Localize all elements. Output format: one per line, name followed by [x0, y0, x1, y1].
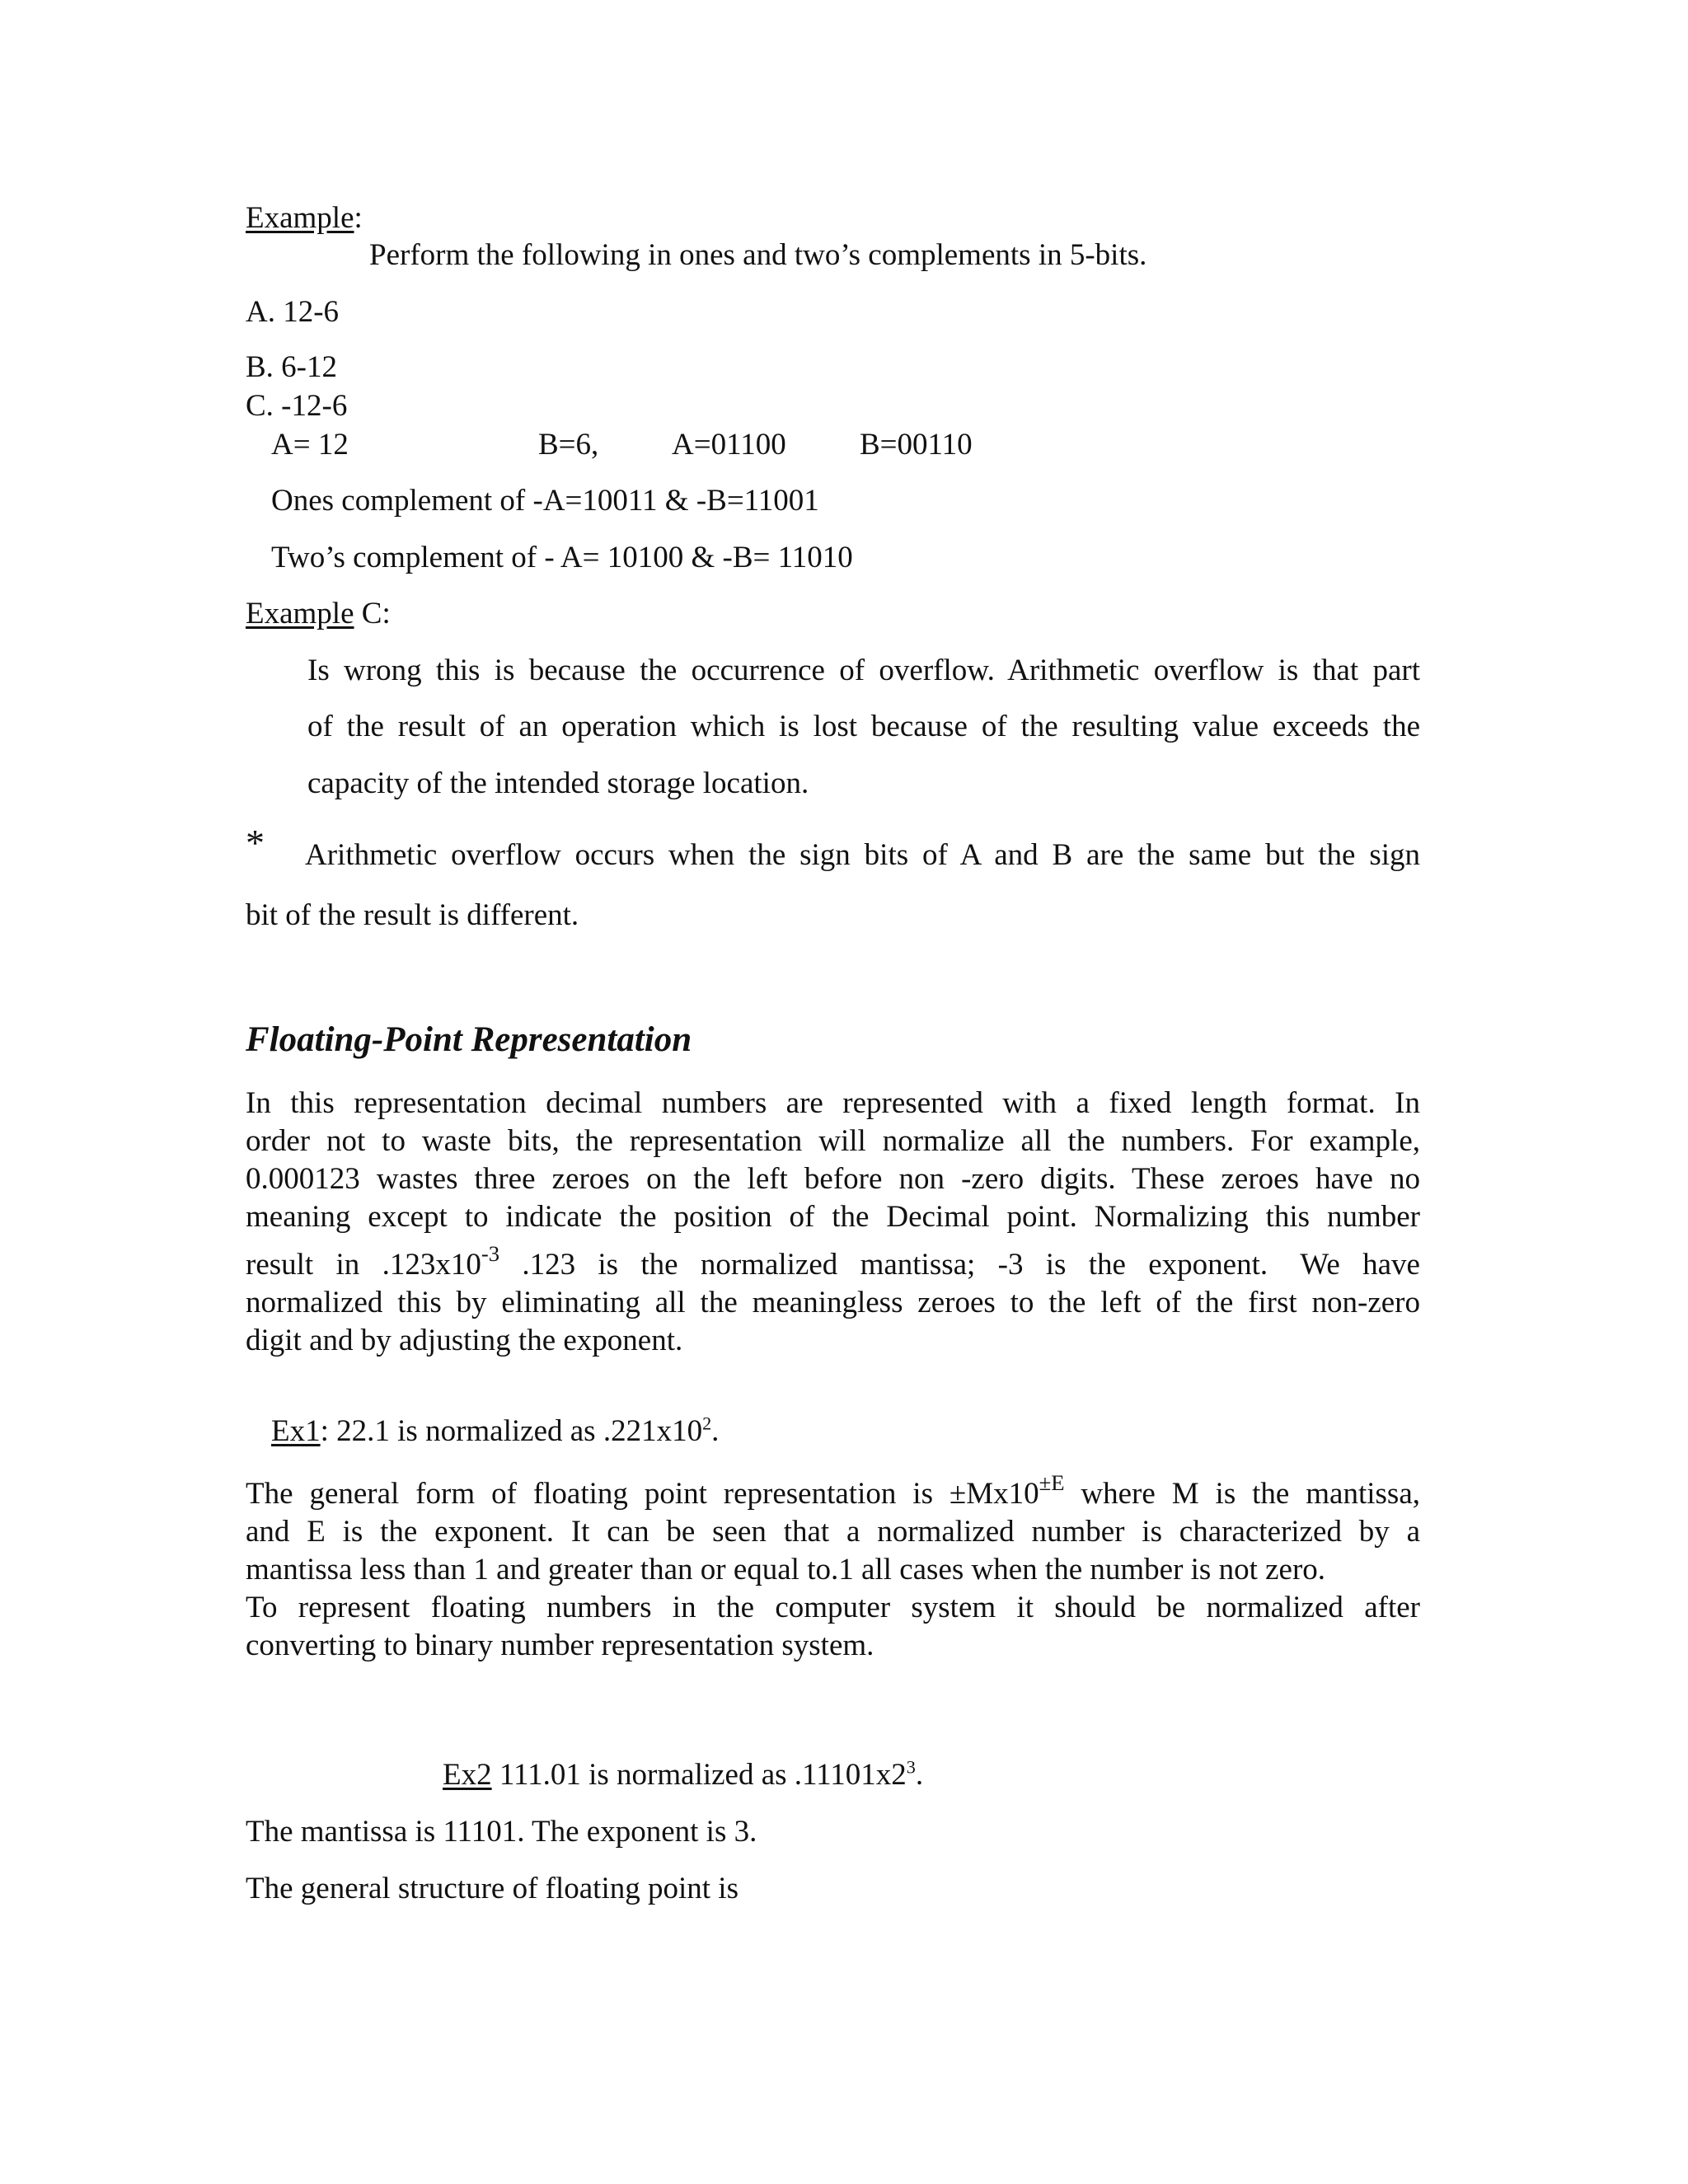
ex1-exponent: 2 [702, 1413, 712, 1434]
example-heading [246, 203, 363, 233]
value-b-binary: B=00110 [860, 428, 973, 462]
ex1-line: Ex1: 22.1 is normalized as $.221x10^2$. [271, 1413, 720, 1448]
para1-line-3: 0.000123 wastes three zeroes on the left before non -zero digits. These zeroes have no [246, 1162, 1420, 1196]
section-heading: Floating-Point Representation [246, 1020, 692, 1059]
exponent-superscript: -3 [481, 1241, 500, 1267]
para2-line-2: mantissa less than 1 and greater than or equal to.1 all cases when the number is not zero. [246, 1553, 1326, 1586]
example-colon: : [354, 201, 363, 235]
para2-line-1: and E is the exponent. It can be seen that a normalized number is characterized by a [246, 1515, 1420, 1549]
overflow-note-line-1: Arithmetic overflow occurs when the sign bits of A and B are the same but the sign [305, 838, 1420, 872]
ex2-line: Ex2 111.01 is normalized as $.11101x2^3$. [443, 1756, 924, 1792]
ex2-label: Ex2 [443, 1758, 492, 1792]
para3-line-2: converting to binary number representation system. [246, 1629, 874, 1662]
example-c-line-1: Is wrong this is because the occurrence of overflow. Arithmetic overflow is that part [307, 654, 1420, 687]
ex2-exponent: 3 [906, 1756, 916, 1778]
example-c-title: Example [246, 597, 354, 630]
asterisk-bullet: * [246, 822, 265, 864]
para3-line-1: To represent floating numbers in the computer system it should be normalized after [246, 1591, 1420, 1624]
overflow-note-line-2: bit of the result is different. [246, 898, 579, 932]
value-a-binary: A=01100 [672, 428, 786, 462]
value-a: A= 12 [271, 428, 349, 462]
structure-line: The general structure of floating point is [246, 1872, 738, 1905]
value-b: B=6, [538, 428, 599, 462]
general-form-exponent: ±E [1039, 1470, 1065, 1496]
example-title: Example [246, 201, 354, 235]
item-b: B. 6-12 [246, 350, 337, 384]
mantissa-line: The mantissa is 11101. The exponent is 3. [246, 1815, 757, 1849]
para1-line-5: result in $.123x10^{-3}$ .123 is the normalized mantissa; -3 is the exponent. We have [246, 1241, 1420, 1282]
example-c-line-3: capacity of the intended storage location. [307, 766, 809, 800]
ones-complement-line: Ones complement of -A=10011 & -B=11001 [271, 484, 819, 518]
item-a: A. 12-6 [246, 295, 340, 329]
item-c: C. -12-6 [246, 389, 348, 423]
para1-line-6: normalized this by eliminating all the meaningless zeroes to the left of the first non-zero [246, 1286, 1420, 1319]
para1-line-2: order not to waste bits, the representation will normalize all the numbers. For example, [246, 1124, 1420, 1158]
example-c-heading [246, 598, 391, 629]
para1-line-4: meaning except to indicate the position of the Decimal point. Normalizing this number [246, 1200, 1420, 1234]
twos-complement-line: Two’s complement of - A= 10100 & -B= 11010 [271, 541, 853, 574]
example-instruction: Perform the following in ones and two’s complements in 5-bits. [369, 238, 1147, 272]
general-form-line: The general form of floating point representation is $\pm Mx10^{\pm E}$ where M is the mantissa, [246, 1470, 1420, 1511]
ex1-label: Ex1 [271, 1414, 321, 1448]
para1-line-7: digit and by adjusting the exponent. [246, 1324, 683, 1357]
para1-line-1: In this representation decimal numbers are represented with a fixed length format. In [246, 1086, 1420, 1120]
example-c-suffix: C: [354, 597, 391, 630]
example-c-line-2: of the result of an operation which is lost because of the resulting value exceeds the [307, 710, 1420, 743]
